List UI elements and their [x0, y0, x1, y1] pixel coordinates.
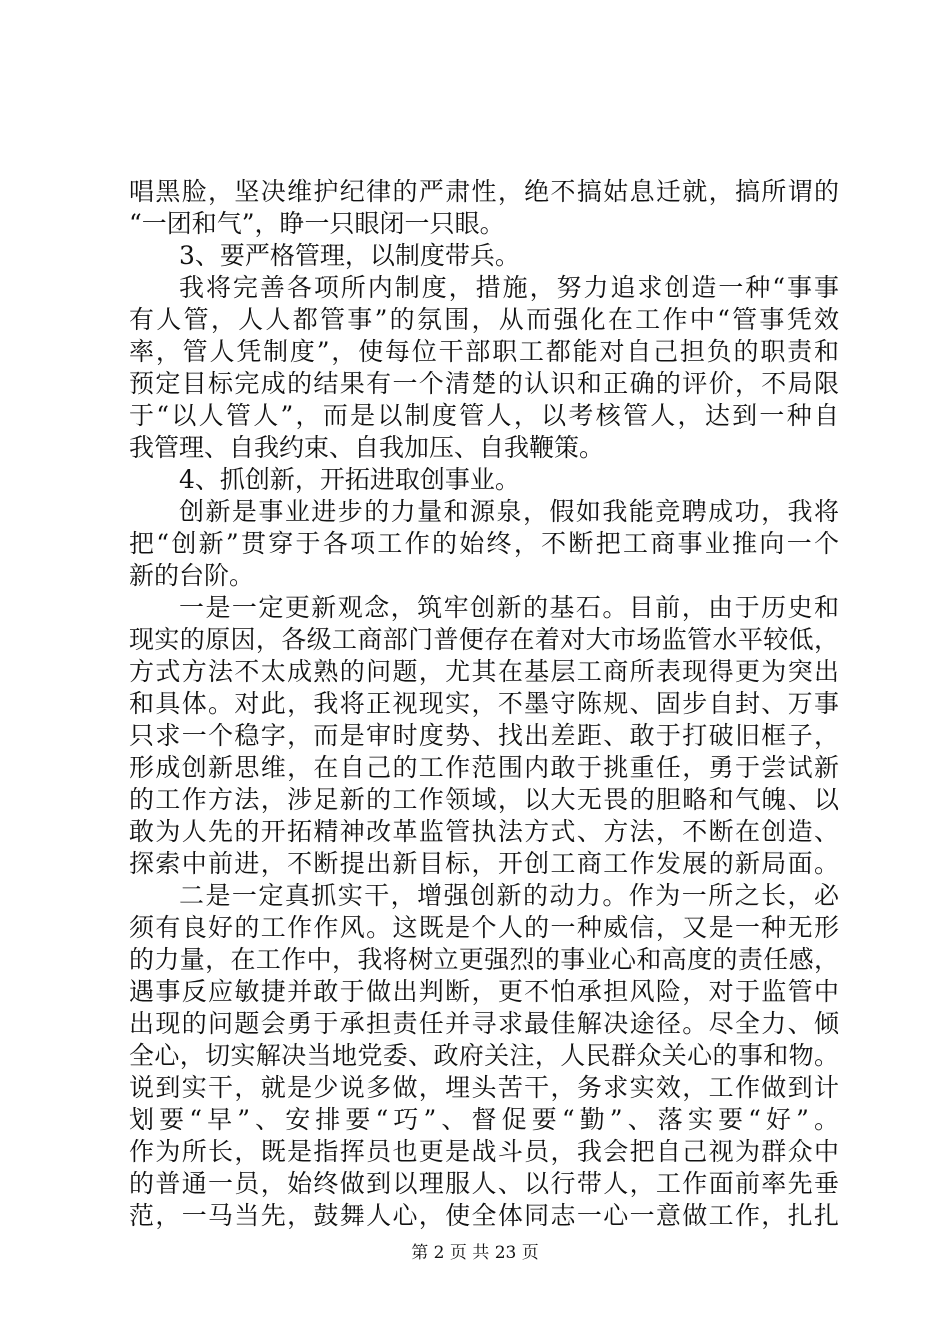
text-line: 探索中前进，不断提出新目标，开创工商工作发展的新局面。 — [129, 849, 839, 878]
text-line: 3、要严格管理，以制度带兵。 — [179, 241, 520, 270]
text-line: “一团和气”，睁一只眼闭一只眼。 — [129, 209, 505, 238]
text-line: 方式方法不太成熟的问题，尤其在基层工商所表现得更为突出 — [129, 657, 839, 686]
text-line: 的工作方法，涉足新的工作领域，以大无畏的胆略和气魄、以 — [129, 785, 839, 814]
text-line: 创新是事业进步的力量和源泉，假如我能竞聘成功，我将 — [179, 497, 839, 526]
text-line: 我管理、自我约束、自我加压、自我鞭策。 — [129, 433, 605, 462]
text-line: 形成创新思维，在自己的工作范围内敢于挑重任，勇于尝试新 — [129, 753, 839, 782]
text-line: 出现的问题会勇于承担责任并寻求最佳解决途径。尽全力、倾 — [129, 1009, 839, 1038]
text-line: 二是一定真抓实干，增强创新的动力。作为一所之长，必 — [179, 881, 839, 910]
document-body — [129, 176, 839, 1232]
text-line: 我将完善各项所内制度，措施，努力追求创造一种“事事 — [179, 273, 839, 302]
text-line: 唱黑脸，坚决维护纪律的严肃性，绝不搞姑息迁就，搞所谓的 — [129, 177, 839, 206]
text-line: 只求一个稳字，而是审时度势、找出差距、敢于打破旧框子， — [129, 721, 839, 750]
text-line: 率，管人凭制度”，使每位干部职工都能对自己担负的职责和 — [129, 337, 839, 366]
text-line: 新的台阶。 — [129, 561, 255, 590]
text-line: 和具体。对此，我将正视现实，不墨守陈规、固步自封、万事 — [129, 689, 839, 718]
text-line: 敢为人先的开拓精神改革监管执法方式、方法，不断在创造、 — [129, 817, 839, 846]
text-line: 划要“早”、安排要“巧”、督促要“勤”、落实要“好”。 — [129, 1105, 839, 1134]
text-line: 须有良好的工作作风。这既是个人的一种威信，又是一种无形 — [129, 913, 839, 942]
text-line: 作为所长，既是指挥员也更是战斗员，我会把自己视为群众中 — [129, 1137, 839, 1166]
text-line: 的普通一员，始终做到以理服人、以行带人，工作面前率先垂 — [129, 1169, 839, 1198]
text-line: 现实的原因，各级工商部门普便存在着对大市场监管水平较低， — [129, 625, 839, 654]
text-line: 说到实干，就是少说多做，埋头苦干，务求实效，工作做到计 — [129, 1073, 839, 1102]
text-line: 一是一定更新观念，筑牢创新的基石。目前，由于历史和 — [179, 593, 839, 622]
text-line: 范，一马当先，鼓舞人心，使全体同志一心一意做工作，扎扎 — [129, 1201, 839, 1230]
text-line: 全心，切实解决当地党委、政府关注，人民群众关心的事和物。 — [129, 1041, 839, 1070]
text-line: 遇事反应敏捷并敢于做出判断，更不怕承担风险，对于监管中 — [129, 977, 839, 1006]
text-line: 预定目标完成的结果有一个清楚的认识和正确的评价，不局限 — [129, 369, 839, 398]
page-number-footer: 第 2 页 共 23 页 — [411, 1243, 539, 1263]
text-line: 的力量，在工作中，我将树立更强烈的事业心和高度的责任感， — [129, 945, 839, 974]
text-line: 于“以人管人”，而是以制度管人，以考核管人，达到一种自 — [129, 401, 839, 430]
text-line: 把“创新”贯穿于各项工作的始终，不断把工商事业推向一个 — [129, 529, 839, 558]
text-line: 有人管，人人都管事”的氛围，从而强化在工作中“管事凭效 — [129, 305, 839, 334]
text-line: 4、抓创新，开拓进取创事业。 — [179, 465, 520, 494]
